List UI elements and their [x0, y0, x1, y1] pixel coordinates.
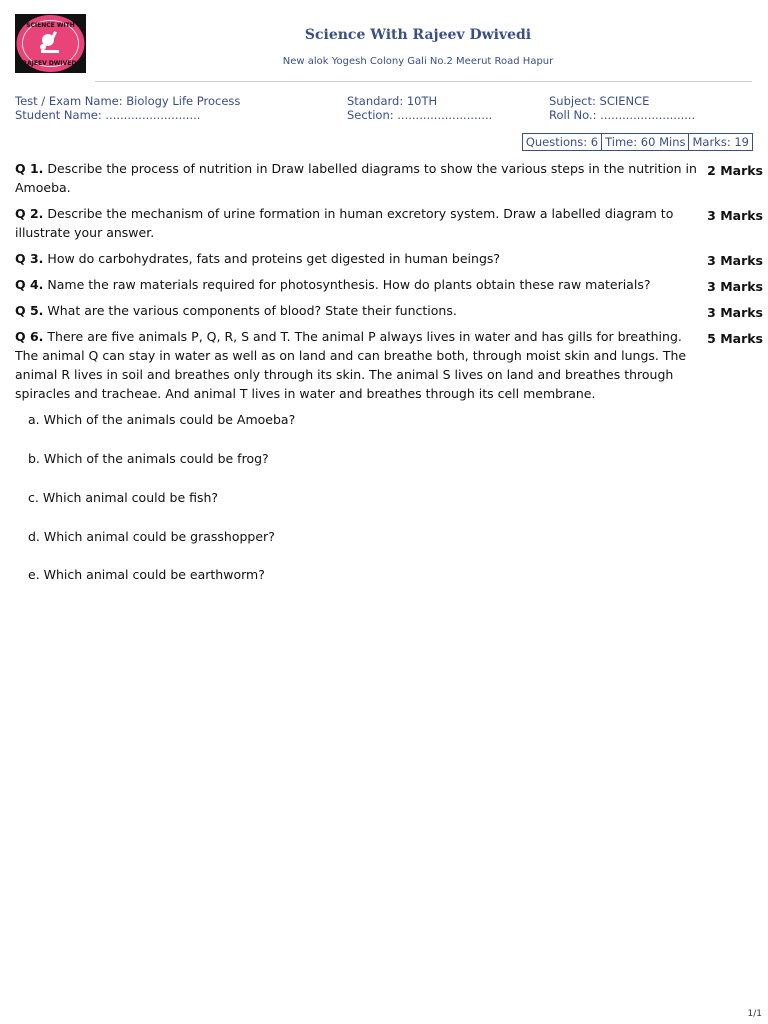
- question-text: How do carbohydrates, fats and proteins get digested in human beings?: [47, 251, 501, 266]
- question-text: Describe the mechanism of urine formation in human excretory system. Draw a labelled diagram to illustrate your answer.: [15, 206, 674, 240]
- student-name: Student Name: ..........................: [15, 108, 201, 122]
- standard: Standard: 10TH: [347, 94, 438, 108]
- question-number: Q 4.: [15, 277, 44, 292]
- sub-question-b: b. Which of the animals could be frog?: [28, 451, 269, 466]
- question-2: [15, 204, 708, 242]
- logo-text-bottom: RAJEEV DWIVEDI: [22, 60, 79, 67]
- address: New alok Yogesh Colony Gali No.2 Meerut Road Hapur: [282, 56, 554, 67]
- subject: Subject: SCIENCE: [549, 94, 650, 108]
- questions-count: Questions: 6: [522, 133, 602, 151]
- sub-question-a: a. Which of the animals could be Amoeba?: [28, 412, 296, 427]
- logo-text-top: SCIENCE WITH: [26, 22, 75, 29]
- question-6: [15, 327, 708, 403]
- total-marks: Marks: 19: [689, 133, 753, 151]
- sub-question-d: d. Which animal could be grasshopper?: [28, 529, 275, 544]
- page-number: 1/1: [747, 1009, 762, 1019]
- question-6-marks: 5 Marks: [707, 331, 763, 346]
- question-text: Name the raw materials required for photosynthesis. How do plants obtain these raw materials?: [47, 277, 651, 292]
- page-title: Science With Rajeev Dwivedi: [304, 27, 532, 43]
- question-4: [15, 275, 708, 294]
- question-number: Q 5.: [15, 303, 44, 318]
- sub-question-e: e. Which animal could be earthworm?: [28, 567, 265, 582]
- time-limit: Time: 60 Mins: [602, 133, 689, 151]
- question-text: What are the various components of blood? State their functions.: [47, 303, 457, 318]
- header-divider: [95, 81, 752, 82]
- section: Section: ..........................: [347, 108, 493, 122]
- exam-stats: [522, 133, 753, 151]
- question-number: Q 6.: [15, 329, 44, 344]
- question-number: Q 2.: [15, 206, 44, 221]
- question-3-marks: 3 Marks: [707, 253, 763, 268]
- question-number: Q 3.: [15, 251, 44, 266]
- question-1: [15, 159, 708, 197]
- question-3: [15, 249, 708, 268]
- question-text: There are five animals P, Q, R, S and T. The animal P always lives in water and has gills for breathing. The animal Q can stay in water as well as on land and can breathe both, through moist skin and lungs. The animal R lives in soil and breathes only through its skin. The animal S lives on land and breathes through spiracles and tracheae. And animal T lives in water and breathes through its cell membrane.: [15, 329, 687, 401]
- question-number: Q 1.: [15, 161, 44, 176]
- question-4-marks: 3 Marks: [707, 279, 763, 294]
- sub-question-c: c. Which animal could be fish?: [28, 490, 219, 505]
- question-text: Describe the process of nutrition in Draw labelled diagrams to show the various steps in the nutrition in Amoeba.: [15, 161, 697, 195]
- roll-no: Roll No.: ..........................: [549, 108, 696, 122]
- exam-name: Test / Exam Name: Biology Life Process: [15, 94, 241, 108]
- question-5: [15, 301, 708, 320]
- question-2-marks: 3 Marks: [707, 208, 763, 223]
- question-1-marks: 2 Marks: [707, 163, 763, 178]
- question-5-marks: 3 Marks: [707, 305, 763, 320]
